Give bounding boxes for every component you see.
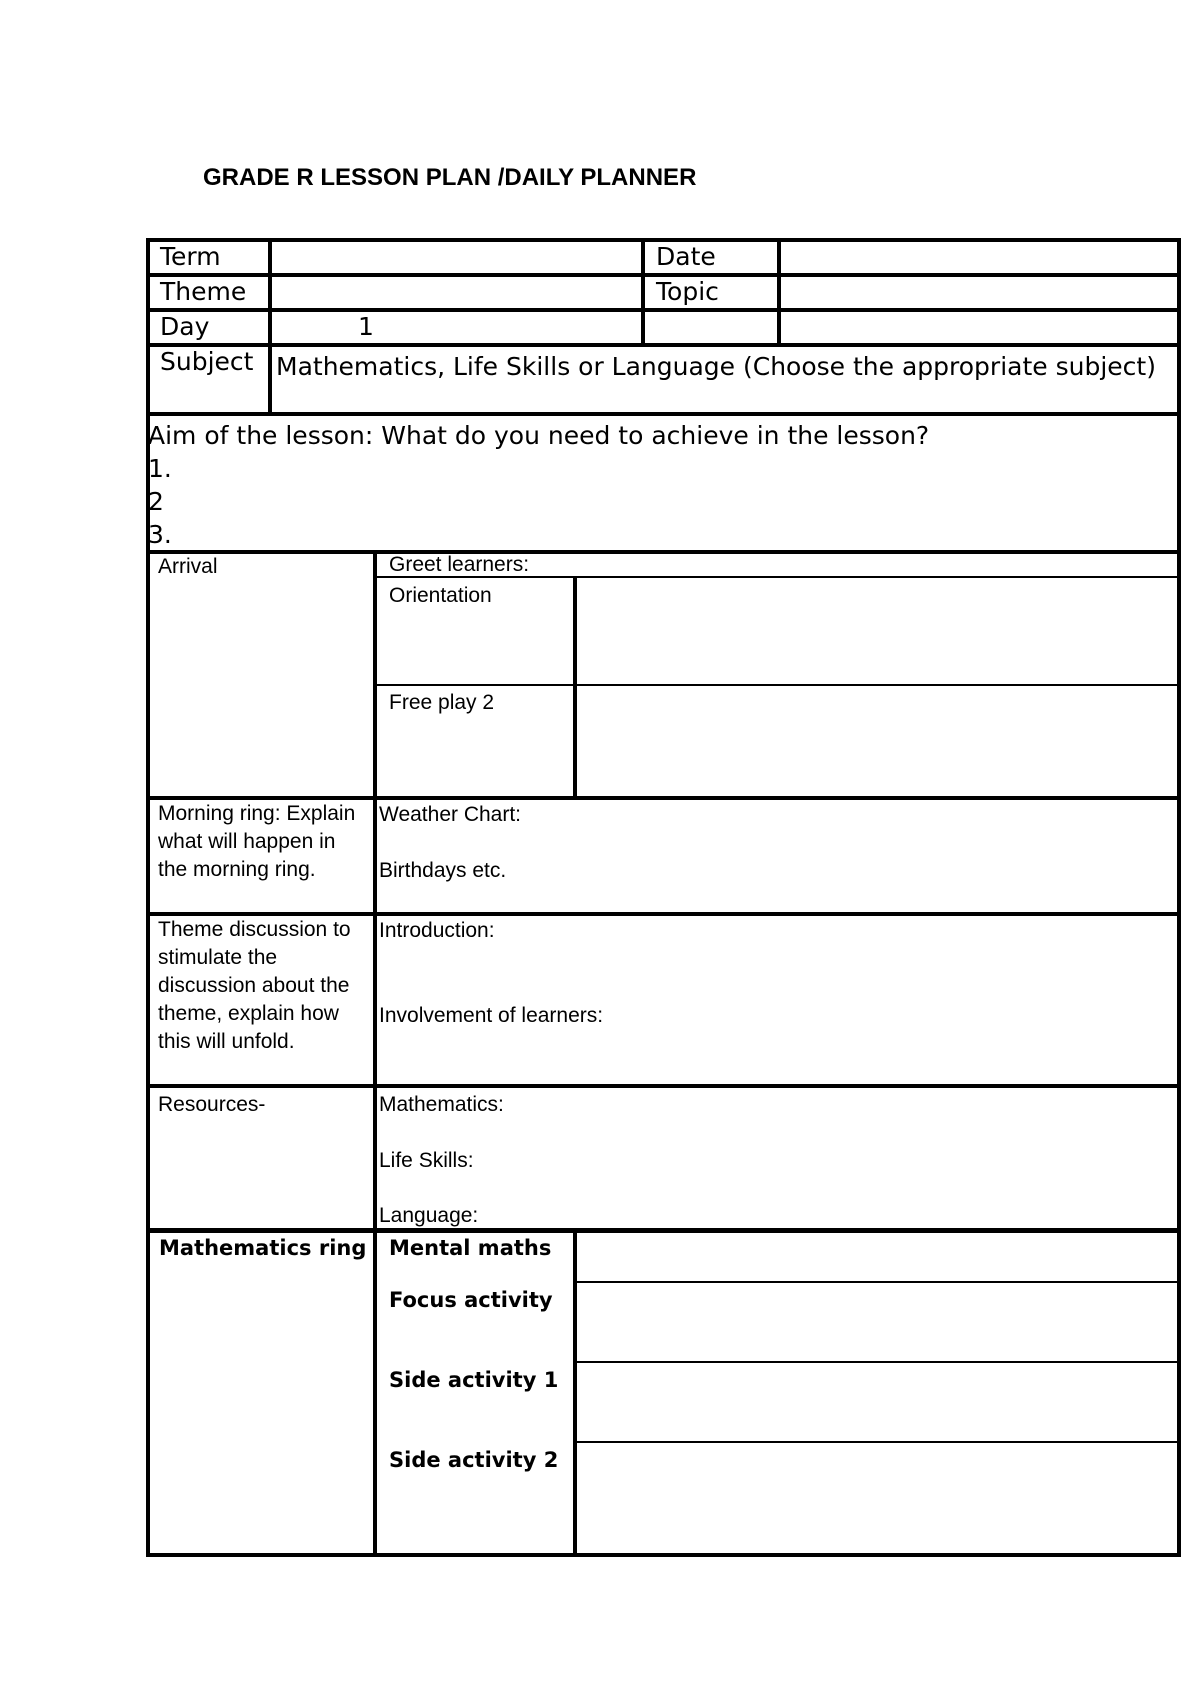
- resources-life-skills-label: Life Skills:: [379, 1149, 474, 1172]
- aim-item-1: 1.: [148, 454, 172, 483]
- orientation-label: Orientation: [389, 584, 492, 607]
- mental-maths-label: Mental maths: [389, 1236, 552, 1260]
- side-activity-2-label: Side activity 2: [389, 1448, 559, 1472]
- day-label: Day: [160, 312, 210, 341]
- page-title: GRADE R LESSON PLAN /DAILY PLANNER: [203, 164, 697, 191]
- involvement-label: Involvement of learners:: [379, 1004, 604, 1027]
- term-label: Term: [160, 242, 221, 271]
- aim-item-3: 3.: [148, 520, 172, 549]
- greet-learners-label: Greet learners:: [389, 553, 530, 576]
- introduction-label: Introduction:: [379, 919, 495, 942]
- subject-value: Mathematics, Life Skills or Language (Choose the appropriate subject): [276, 352, 1156, 381]
- side-activity-1-label: Side activity 1: [389, 1368, 559, 1392]
- theme-label: Theme: [160, 277, 247, 306]
- focus-activity-label: Focus activity: [389, 1288, 553, 1312]
- day-value: 1: [358, 312, 374, 341]
- arrival-label: Arrival: [158, 555, 218, 578]
- resources-mathematics-label: Mathematics:: [379, 1093, 504, 1116]
- morning-ring-label: Morning ring: Explain what will happen in the morning ring.: [158, 802, 356, 881]
- aim-heading: Aim of the lesson: What do you need to achieve in the lesson?: [148, 421, 930, 450]
- date-label: Date: [656, 242, 716, 271]
- aim-item-2: 2: [148, 487, 164, 516]
- theme-discussion-label: Theme discussion to stimulate the discussion about the theme, explain how this will unfold.: [158, 918, 351, 1053]
- birthdays-label: Birthdays etc.: [379, 859, 507, 882]
- resources-language-label: Language:: [379, 1204, 479, 1227]
- topic-label: Topic: [656, 277, 719, 306]
- weather-chart-label: Weather Chart:: [379, 803, 522, 826]
- resources-label: Resources-: [158, 1093, 266, 1116]
- subject-label: Subject: [160, 347, 254, 376]
- mathematics-ring-label: Mathematics ring: [159, 1236, 367, 1260]
- free-play-label: Free play 2: [389, 691, 495, 714]
